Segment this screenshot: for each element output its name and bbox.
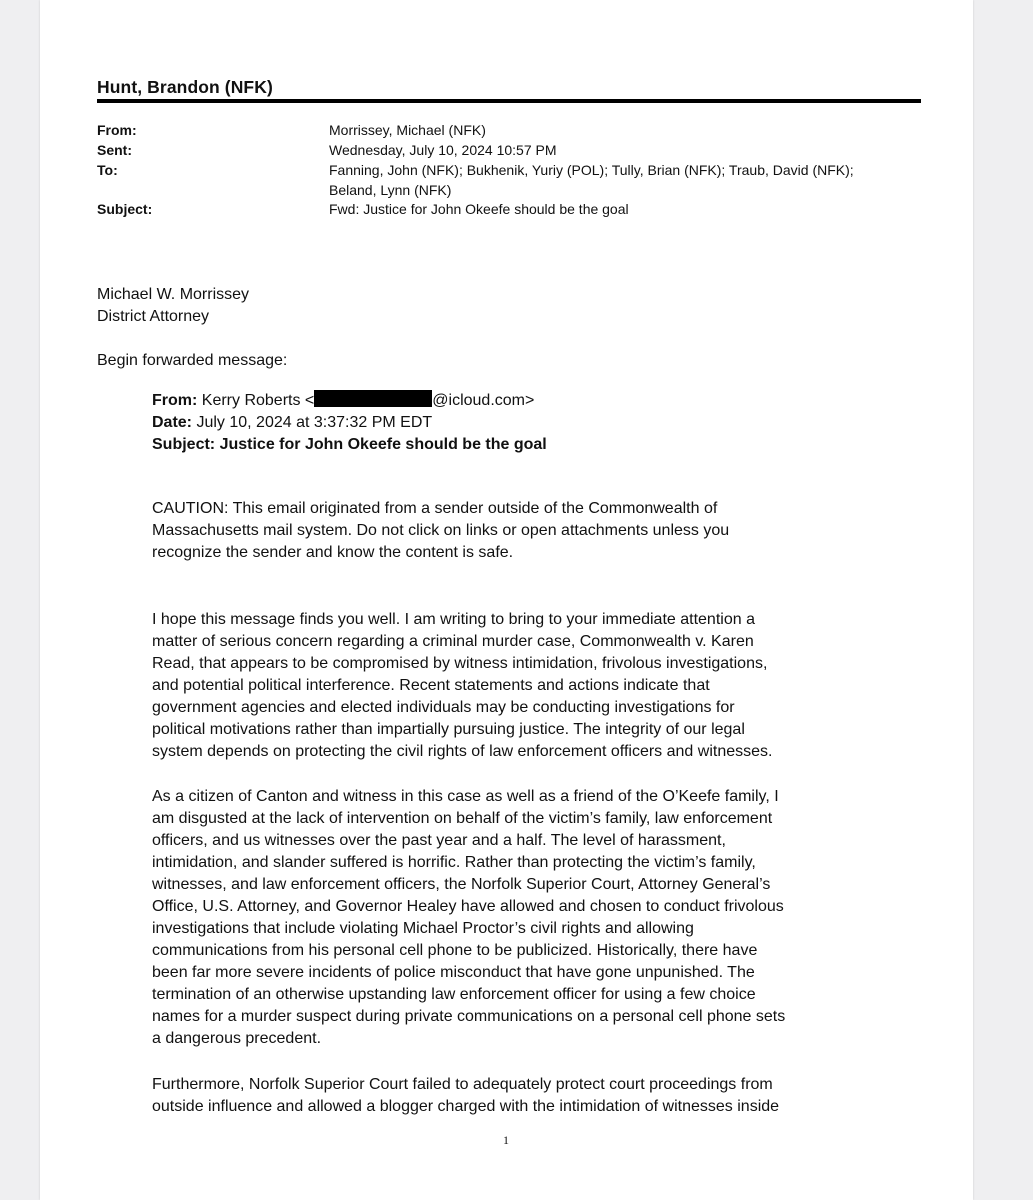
header-from-label: From:: [97, 122, 137, 138]
caution-line: CAUTION: This email originated from a sender outside of the Commonwealth of: [152, 500, 718, 517]
header-from-value: Morrissey, Michael (NFK): [329, 122, 486, 138]
redaction-bar: [314, 390, 432, 407]
caution-line: recognize the sender and know the content is safe.: [152, 544, 514, 561]
paragraph-line: As a citizen of Canton and witness in this case as well as a friend of the O’Keefe family, I: [152, 788, 779, 805]
caution-line: Massachusetts mail system. Do not click on links or open attachments unless you: [152, 522, 730, 539]
begin-forwarded-label: Begin forwarded message:: [97, 352, 288, 369]
paragraph-line: matter of serious concern regarding a criminal murder case, Commonwealth v. Karen: [152, 633, 754, 650]
paragraph-line: outside influence and allowed a blogger charged with the intimidation of witnesses inside: [152, 1098, 780, 1115]
header-to-value: [329, 161, 929, 200]
paragraph-line: been far more severe incidents of police misconduct that have gone unpunished. The: [152, 964, 755, 981]
forwarded-from-line: [152, 390, 547, 412]
paragraph-line: communications from his personal cell phone to be publicized. Historically, there have: [152, 942, 758, 959]
forwarded-from-prefix: Kerry Roberts <: [201, 392, 315, 409]
header-sent-label: Sent:: [97, 142, 132, 158]
header-sent-value: Wednesday, July 10, 2024 10:57 PM: [329, 142, 557, 158]
paragraph-line: I hope this message finds you well. I am writing to bring to your immediate attention a: [152, 611, 755, 628]
paragraph-line: names for a murder suspect during private communications on a personal cell phone sets: [152, 1008, 786, 1025]
paragraph-line: system depends on protecting the civil rights of law enforcement officers and witnesses.: [152, 743, 773, 760]
header-subject-label: Subject:: [97, 201, 153, 217]
page-number: 1: [503, 1133, 509, 1147]
body-paragraph-1: [152, 609, 872, 763]
paragraph-line: political motivations rather than impartially pursuing justice. The integrity of our legal: [152, 721, 745, 738]
forwarded-date-line: [152, 412, 547, 434]
body-paragraph-3: [152, 1074, 872, 1118]
forwarded-from-label: From:: [152, 392, 198, 409]
header-to-value-line: Beland, Lynn (NFK): [329, 181, 452, 198]
forwarded-subject-line: [152, 434, 547, 456]
paragraph-line: intimidation, and slander suffered is horrific. Rather than protecting the victim’s family,: [152, 854, 756, 871]
paragraph-line: am disgusted at the lack of intervention on behalf of the victim’s family, law enforcement: [152, 810, 773, 827]
body-paragraph-2: [152, 786, 872, 1050]
signature-block: [97, 284, 249, 328]
paragraph-line: Office, U.S. Attorney, and Governor Healey have allowed and chosen to conduct frivolous: [152, 898, 784, 915]
paragraph-line: officers, and us witnesses over the past year and a half. The level of harassment,: [152, 832, 726, 849]
forwarded-date-value: July 10, 2024 at 3:37:32 PM EDT: [196, 414, 433, 431]
paragraph-line: a dangerous precedent.: [152, 1030, 322, 1047]
paragraph-line: government agencies and elected individuals may be conducting investigations for: [152, 699, 735, 716]
header-divider: [97, 99, 921, 103]
header-to-value-line: Fanning, John (NFK); Bukhenik, Yuriy (POL); Tully, Brian (NFK); Traub, David (NFK);: [329, 162, 854, 178]
forwarded-header: [152, 390, 547, 456]
forwarded-subject-label: Subject:: [152, 436, 216, 453]
paragraph-line: termination of an otherwise upstanding law enforcement officer for using a few choice: [152, 986, 756, 1003]
signature-title: District Attorney: [97, 308, 210, 325]
paragraph-line: investigations that include violating Michael Proctor’s civil rights and allowing: [152, 920, 694, 937]
paragraph-line: Furthermore, Norfolk Superior Court failed to adequately protect court proceedings from: [152, 1076, 773, 1093]
forwarded-from-suffix: @icloud.com>: [432, 392, 535, 409]
paragraph-line: and potential political interference. Recent statements and actions indicate that: [152, 677, 710, 694]
sender-name: Hunt, Brandon (NFK): [97, 77, 273, 97]
header-subject-value: Fwd: Justice for John Okeefe should be the goal: [329, 201, 629, 217]
paragraph-line: Read, that appears to be compromised by witness intimidation, frivolous investigations,: [152, 655, 768, 672]
signature-name: Michael W. Morrissey: [97, 286, 250, 303]
caution-notice: [152, 498, 872, 564]
header-to-label: To:: [97, 162, 118, 178]
document-page: [40, 0, 973, 1200]
forwarded-subject-value: Justice for John Okeefe should be the goal: [219, 436, 547, 453]
forwarded-date-label: Date:: [152, 414, 193, 431]
paragraph-line: witnesses, and law enforcement officers, the Norfolk Superior Court, Attorney General’s: [152, 876, 771, 893]
